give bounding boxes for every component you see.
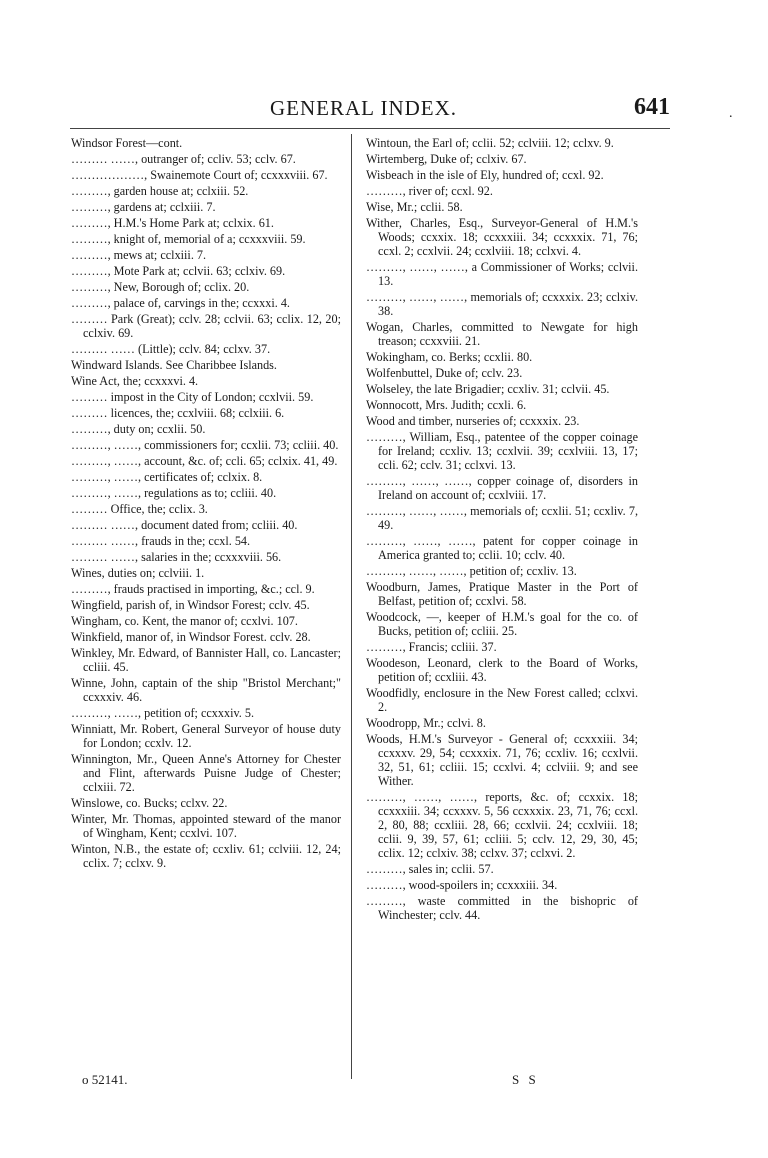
index-entry: Wintoun, the Earl of; cclii. 52; cclviii. 12; cclxv. 9. — [366, 136, 614, 150]
index-entry: ………, ……, ……, memorials of; ccxlii. 51; ccxliv. 7, 49. — [366, 504, 638, 532]
index-entry: ………, knight of, memorial of a; ccxxxviii. 59. — [71, 232, 306, 246]
index-entry: ………, garden house at; cclxiii. 52. — [71, 184, 249, 198]
index-entry: ………, ……, ……, petition of; ccxliv. 13. — [366, 564, 577, 578]
page-header — [70, 96, 670, 126]
index-entry: ………, palace of, carvings in the; ccxxxi. 4. — [71, 296, 290, 310]
index-entry: ……… …… (Little); cclv. 84; cclxv. 37. — [71, 342, 271, 356]
index-entry: ………, Francis; ccliii. 37. — [366, 640, 497, 654]
running-head: GENERAL INDEX. — [270, 96, 458, 120]
index-entry: Windsor Forest—cont. — [71, 136, 183, 150]
index-entry: Woodeson, Leonard, clerk to the Board of Works, petition of; ccxliii. 43. — [366, 656, 638, 684]
index-entry: ………, ……, commissioners for; ccxlii. 73; ccliii. 40. — [71, 438, 339, 452]
index-entry: ………, wood-spoilers in; ccxxxiii. 34. — [366, 878, 558, 892]
index-entry: ……… ……, frauds in the; ccxl. 54. — [71, 534, 251, 548]
index-entry: ………………, Swainemote Court of; ccxxxviii. 67. — [71, 168, 328, 182]
index-entry: Windward Islands. See Charibbee Islands. — [71, 358, 277, 372]
index-entry: Wirtemberg, Duke of; cclxiv. 67. — [366, 152, 527, 166]
index-entry: ……… ……, outranger of; ccliv. 53; cclv. 67. — [71, 152, 296, 166]
header-rule — [70, 128, 670, 129]
index-entry: ………, William, Esq., patentee of the copper coinage for Ireland; ccxliv. 13; ccxlvii. 39; ccxlviii. 13, 17; ccli. 62; cclv. 31; cclxvi. 13. — [366, 430, 638, 472]
index-entry: ……… Park (Great); cclv. 28; cclvii. 63; cclix. 12, 20; cclxiv. 69. — [71, 312, 341, 340]
index-entry: Wisbeach in the isle of Ely, hundred of; ccxl. 92. — [366, 168, 604, 182]
index-entry: ………, mews at; cclxiii. 7. — [71, 248, 207, 262]
index-entry: Winnington, Mr., Queen Anne's Attorney for Chester and Flint, afterwards Puisne Judge of Chester; cclxiii. 72. — [71, 752, 341, 794]
index-entry: Wood and timber, nurseries of; ccxxxix. 23. — [366, 414, 580, 428]
index-entry: Wine Act, the; ccxxxvi. 4. — [71, 374, 199, 388]
index-entry: Woodburn, James, Pratique Master in the Port of Belfast, petition of; ccxlvi. 58. — [366, 580, 638, 608]
index-entry: ………, river of; ccxl. 92. — [366, 184, 493, 198]
index-entry: ………, H.M.'s Home Park at; cclxix. 61. — [71, 216, 274, 230]
index-entry: Wise, Mr.; cclii. 58. — [366, 200, 463, 214]
index-entry: ………, Mote Park at; cclvii. 63; cclxiv. 69. — [71, 264, 286, 278]
index-entry: ………, sales in; cclii. 57. — [366, 862, 494, 876]
index-entry: ………, ……, petition of; ccxxxiv. 5. — [71, 706, 255, 720]
page-number: 641 — [634, 94, 670, 120]
index-entry: Wolfenbuttel, Duke of; cclv. 23. — [366, 366, 523, 380]
index-entry: ………, ……, regulations as to; ccliii. 40. — [71, 486, 277, 500]
index-entry: Wither, Charles, Esq., Surveyor-General of H.M.'s Woods; ccxxix. 18; ccxxxiii. 34; ccxxxix. 71, 76; ccxl. 2; ccxlvii. 24; ccxlviii. 18; cclxvi. 4. — [366, 216, 638, 258]
index-entry: Wines, duties on; cclviii. 1. — [71, 566, 205, 580]
index-entry: ………, ……, ……, a Commissioner of Works; cclvii. 13. — [366, 260, 638, 288]
index-entry: Winkley, Mr. Edward, of Bannister Hall, co. Lancaster; ccliii. 45. — [71, 646, 341, 674]
signature-mark: o 52141. — [82, 1072, 128, 1087]
index-entry: Winton, N.B., the estate of; ccxliv. 61; cclviii. 12, 24; cclix. 7; cclxv. 9. — [71, 842, 341, 870]
index-entry: ………, ……, ……, memorials of; ccxxxix. 23; cclxiv. 38. — [366, 290, 638, 318]
column-divider — [351, 134, 352, 1079]
left-column — [71, 136, 341, 872]
index-entry: Wogan, Charles, committed to Newgate for high treason; ccxxviii. 21. — [366, 320, 638, 348]
index-entry: Wingham, co. Kent, the manor of; ccxlvi. 107. — [71, 614, 298, 628]
index-entry: Woods, H.M.'s Surveyor - General of; ccxxxiii. 34; ccxxxv. 29, 54; ccxxxix. 71, 76; ccxliv. 16; ccxlvii. 32, 51, 61; ccliii. 15; ccxlvi. 4; cclviii. 9; and see Wither. — [366, 732, 638, 788]
page-dot: . — [729, 106, 733, 121]
index-entry: ……… licences, the; ccxlviii. 68; cclxiii. 6. — [71, 406, 285, 420]
index-entry: Winne, John, captain of the ship "Bristol Merchant;" ccxxxiv. 46. — [71, 676, 341, 704]
signature-letters: S S — [512, 1072, 539, 1087]
index-entry: ………, ……, ……, copper coinage of, disorders in Ireland on account of; ccxlviii. 17. — [366, 474, 638, 502]
index-entry: ………, frauds practised in importing, &c.; ccl. 9. — [71, 582, 315, 596]
index-entry: ……… Office, the; cclix. 3. — [71, 502, 208, 516]
index-entry: Winkfield, manor of, in Windsor Forest. cclv. 28. — [71, 630, 311, 644]
index-entry: Woodropp, Mr.; cclvi. 8. — [366, 716, 486, 730]
index-entry: Woodfidly, enclosure in the New Forest called; cclxvi. 2. — [366, 686, 638, 714]
index-entry: ……… ……, document dated from; ccliii. 40. — [71, 518, 298, 532]
right-column — [366, 136, 638, 924]
index-entry: Wokingham, co. Berks; ccxlii. 80. — [366, 350, 533, 364]
index-entry: Winter, Mr. Thomas, appointed steward of the manor of Wingham, Kent; ccxlvi. 107. — [71, 812, 341, 840]
index-entry: Woodcock, —, keeper of H.M.'s goal for the co. of Bucks, petition of; ccliii. 25. — [366, 610, 638, 638]
index-entry: Wonnocott, Mrs. Judith; ccxli. 6. — [366, 398, 527, 412]
index-entry: ………, gardens at; cclxiii. 7. — [71, 200, 216, 214]
index-entry: Winslowe, co. Bucks; cclxv. 22. — [71, 796, 228, 810]
index-entry: ……… impost in the City of London; ccxlvii. 59. — [71, 390, 314, 404]
index-entry: Wingfield, parish of, in Windsor Forest; cclv. 45. — [71, 598, 310, 612]
index-entry: ………, ……, ……, patent for copper coinage in America granted to; cclii. 10; cclv. 40. — [366, 534, 638, 562]
index-entry: ………, waste committed in the bishopric of Winchester; cclv. 44. — [366, 894, 638, 922]
index-entry: ………, ……, ……, reports, &c. of; ccxxix. 18; ccxxxiii. 34; ccxxxv. 5, 56 ccxxxix. 23, 71, 76; ccxl. 2, 80, 88; ccxliii. 28, 66; ccxlvii. 24; ccxlviii. 18; cclii. 9, 39, 57, 61; ccliii. 5; cclv. 12, 29, 30, 45; cclix. 12; cclxiv. 38; cclxv. 37; cclxvi. 2. — [366, 790, 638, 860]
index-entry: Wolseley, the late Brigadier; ccxliv. 31; cclvii. 45. — [366, 382, 610, 396]
index-entry: ………, New, Borough of; cclix. 20. — [71, 280, 250, 294]
index-entry: Winniatt, Mr. Robert, General Surveyor of house duty for London; ccxlv. 12. — [71, 722, 341, 750]
index-entry: ………, ……, certificates of; cclxix. 8. — [71, 470, 263, 484]
index-entry: ……… ……, salaries in the; ccxxxviii. 56. — [71, 550, 282, 564]
index-entry: ………, duty on; ccxlii. 50. — [71, 422, 206, 436]
index-entry: ………, ……, account, &c. of; ccli. 65; cclxix. 41, 49. — [71, 454, 338, 468]
